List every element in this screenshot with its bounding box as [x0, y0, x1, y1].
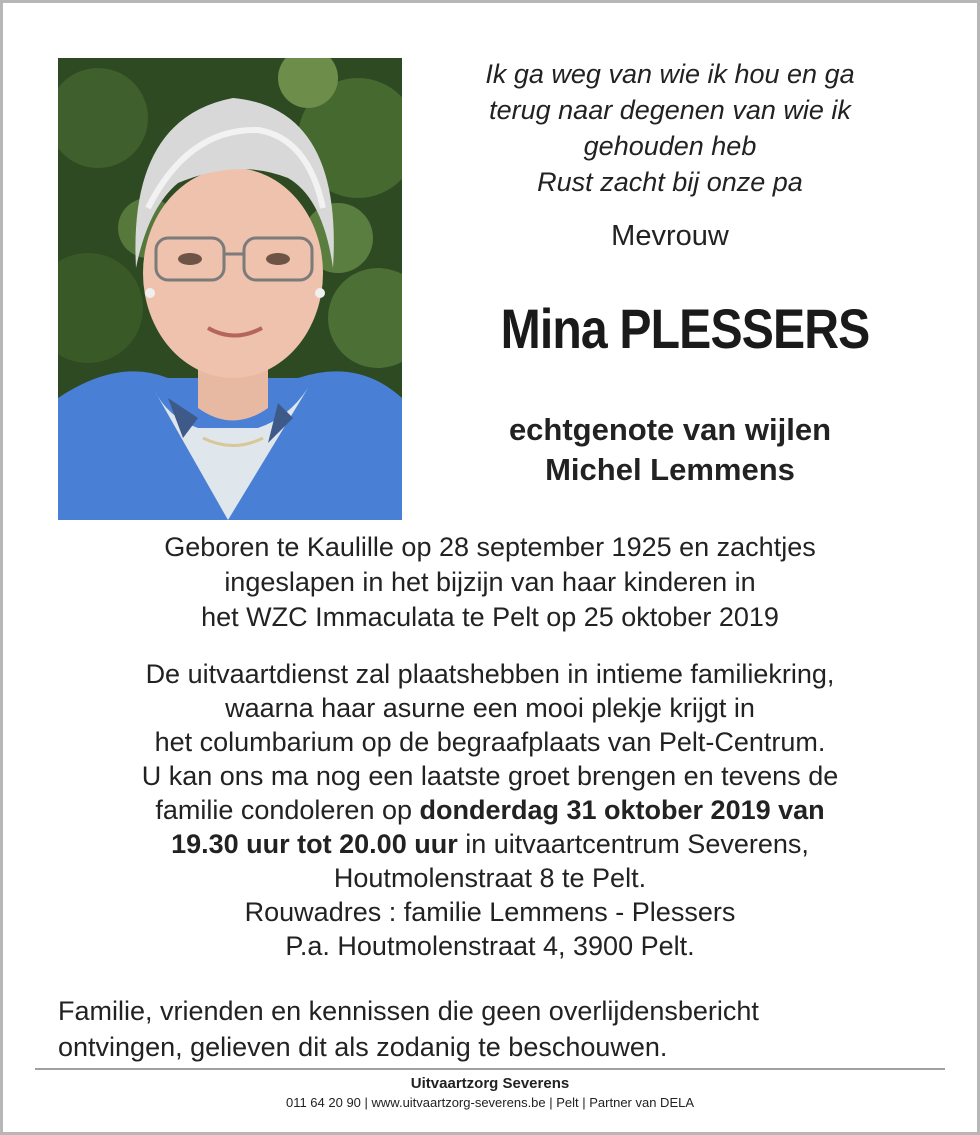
service-line — [20, 827, 960, 861]
spouse-line: Michel Lemmens — [545, 452, 795, 487]
notice-line: Familie, vrienden en kennissen die geen overlijdensbericht — [58, 996, 759, 1026]
spouse-info — [420, 410, 920, 490]
deceased-name: Mina PLESSERS — [500, 297, 870, 360]
birth-line: ingeslapen in het bijzijn van haar kinderen in — [224, 567, 756, 597]
service-line: De uitvaartdienst zal plaatshebben in intieme familiekring, — [145, 659, 835, 689]
memorial-quote — [420, 56, 920, 200]
birth-line: het WZC Immaculata te Pelt op 25 oktober 2019 — [201, 602, 779, 632]
notice-line: ontvingen, gelieven dit als zodanig te beschouwen. — [58, 1032, 668, 1062]
quote-line: Rust zacht bij onze pa — [537, 167, 803, 197]
portrait-illustration — [58, 58, 402, 520]
service-line: het columbarium op de begraafplaats van Pelt-Centrum. — [154, 727, 826, 757]
birth-death-info — [20, 530, 960, 635]
quote-line: Ik ga weg van wie ik hou en ga — [485, 59, 855, 89]
notice-text — [58, 993, 958, 1065]
spouse-line: echtgenote van wijlen — [508, 412, 832, 447]
service-line: U kan ons ma nog een laatste groet brengen en tevens de — [141, 761, 839, 791]
birth-line: Geboren te Kaulille op 28 september 1925 en zachtjes — [164, 532, 816, 562]
quote-line: gehouden heb — [583, 131, 757, 161]
service-text: in uitvaartcentrum Severens, — [457, 829, 809, 859]
footer-divider — [35, 1068, 945, 1070]
quote-line: terug naar degenen van wie ik — [489, 95, 851, 125]
service-line — [20, 793, 960, 827]
service-info — [20, 657, 960, 963]
mourning-address: Rouwadres : familie Lemmens - Plessers — [244, 897, 736, 927]
portrait-photo — [58, 58, 402, 520]
visitation-time: 19.30 uur tot 20.00 uur — [171, 829, 458, 859]
service-line: waarna haar asurne een mooi plekje krijgt in — [225, 693, 755, 723]
service-text: familie condoleren op — [155, 795, 420, 825]
funeral-home-name: Uitvaartzorg Severens — [410, 1075, 570, 1092]
visitation-date: donderdag 31 oktober 2019 van — [419, 795, 825, 825]
mourning-address-line: P.a. Houtmolenstraat 4, 3900 Pelt. — [285, 931, 695, 961]
funeral-home-contact: 011 64 20 90 | www.uitvaartzorg-severens.be | Pelt | Partner van DELA — [285, 1095, 695, 1110]
honorific-title: Mevrouw — [611, 220, 729, 252]
service-line: Houtmolenstraat 8 te Pelt. — [333, 863, 647, 893]
